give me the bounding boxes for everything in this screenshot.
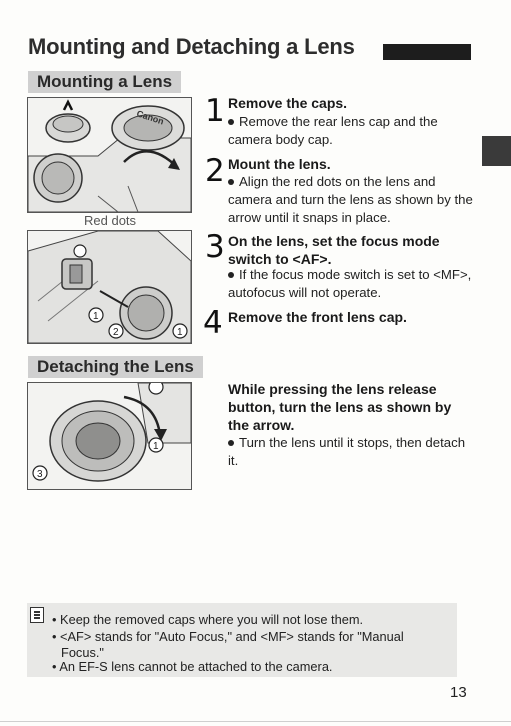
page-number: 13 <box>450 684 467 701</box>
section-heading-mounting: Mounting a Lens <box>28 71 181 93</box>
step-number-2: 2 <box>205 153 225 189</box>
marker-3: 3 <box>37 469 43 480</box>
red-dots-caption: Red dots <box>84 213 137 228</box>
detach-title: While pressing the lens release button, turn the lens as shown by the arrow. <box>228 381 452 433</box>
bottom-divider <box>0 721 511 722</box>
detach-text: Turn the lens until it stops, then detach it. <box>228 435 466 468</box>
step-text-3: If the focus mode switch is set to <MF>, autofocus will not operate. <box>228 267 472 300</box>
marker-1: 1 <box>93 311 99 322</box>
page-title: Mounting and Detaching a Lens <box>28 34 355 59</box>
notes-icon <box>30 607 44 623</box>
figure-remove-caps <box>27 97 192 213</box>
chapter-tab <box>482 136 511 166</box>
title-decoration-bar <box>383 44 471 60</box>
step-text-2: Align the red dots on the lens and camera and turn the lens as shown by the arrow until it snaps in place. <box>228 174 473 225</box>
step-title-1: Remove the caps. <box>228 95 348 111</box>
step-title-2: Mount the lens. <box>228 156 331 172</box>
section-heading-detaching: Detaching the Lens <box>28 356 203 378</box>
note-line-4: • An EF-S lens cannot be attached to the camera. <box>52 659 333 674</box>
note-line-3: Focus." <box>61 645 104 660</box>
figure-detach-lens <box>27 382 192 490</box>
brand-label: Canon <box>135 108 166 127</box>
marker-2: 2 <box>113 327 119 338</box>
figure-focus-switch <box>27 230 192 344</box>
marker-1b: 1 <box>177 327 183 338</box>
step-title-3: On the lens, set the focus mode switch to <AF>. <box>228 233 440 267</box>
marker-1c: 1 <box>153 441 159 452</box>
note-line-2: • <AF> stands for "Auto Focus," and <MF> stands for "Manual <box>52 629 404 644</box>
note-line-1: • Keep the removed caps where you will not lose them. <box>52 612 364 627</box>
step-text-1: Remove the rear lens cap and the camera body cap. <box>228 114 438 147</box>
step-number-3: 3 <box>205 229 225 265</box>
step-number-4: 4 <box>203 305 223 341</box>
step-number-1: 1 <box>205 93 225 129</box>
step-title-4: Remove the front lens cap. <box>228 309 407 325</box>
